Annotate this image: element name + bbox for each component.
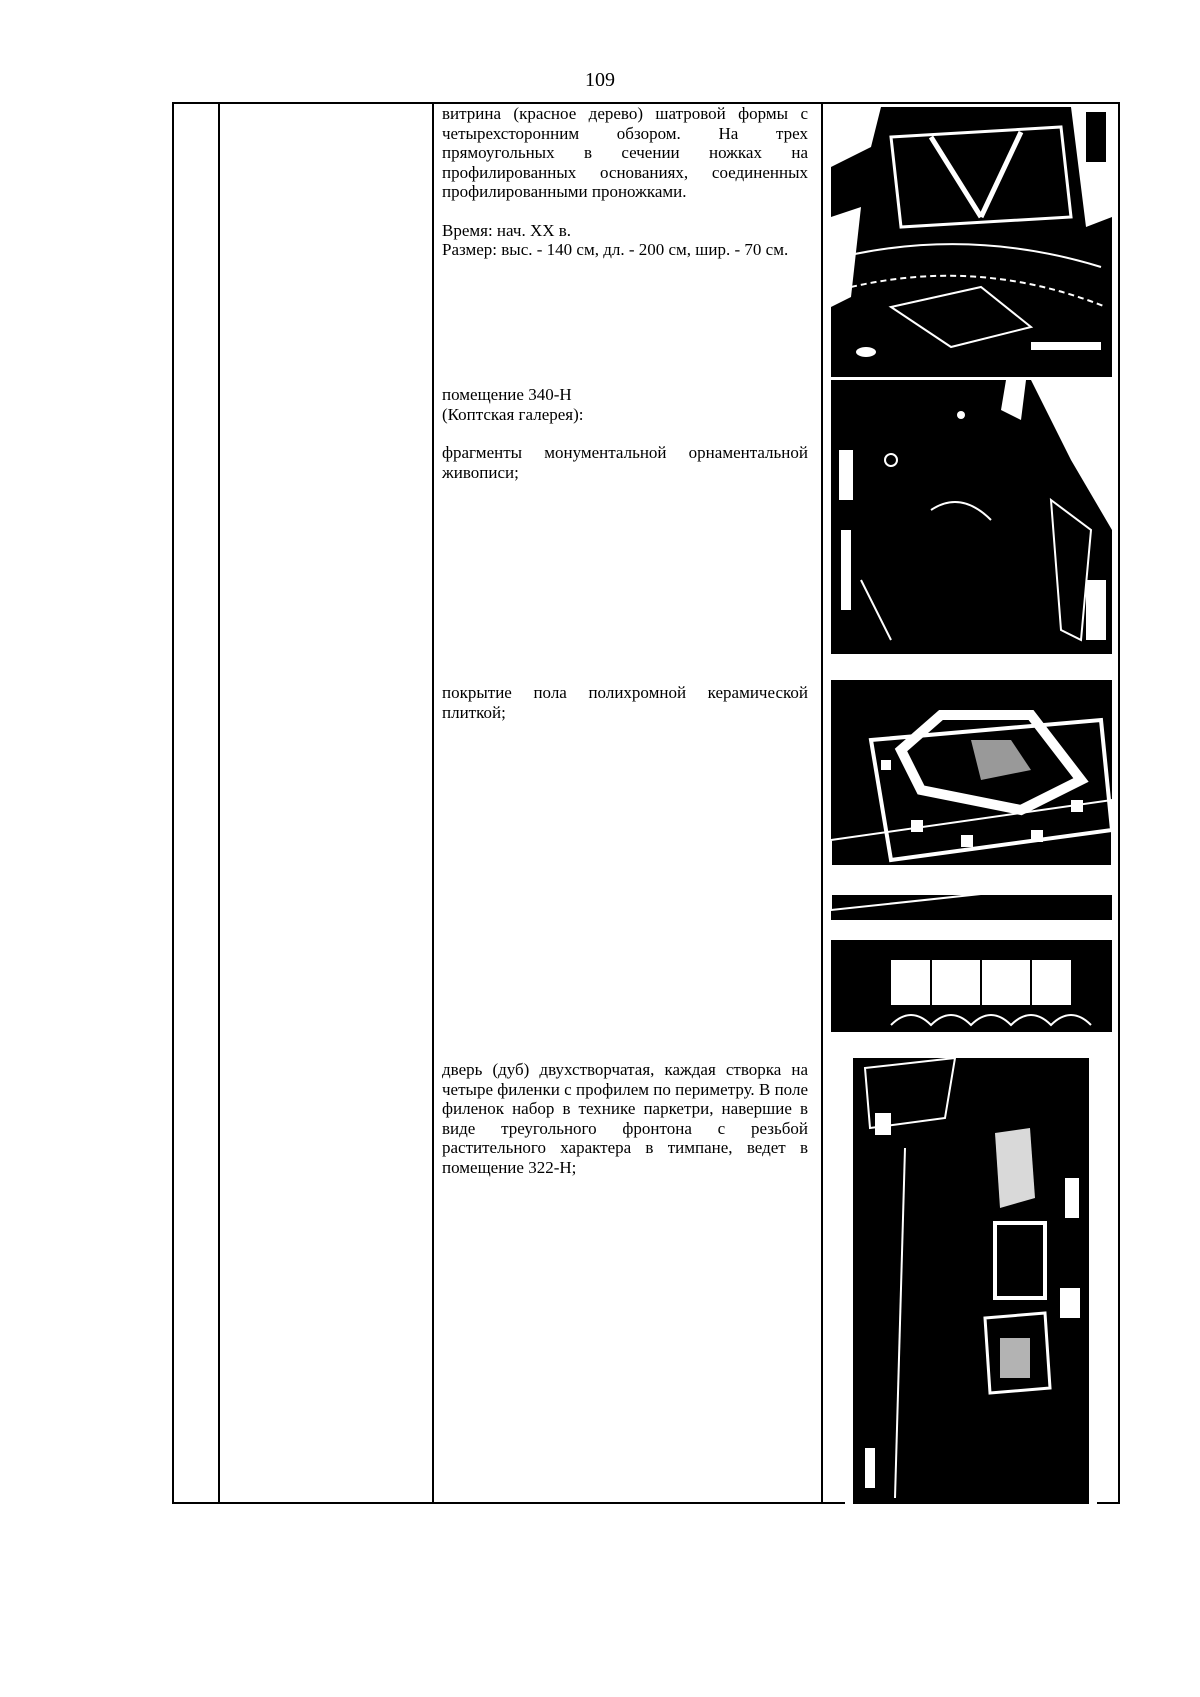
ceramic-tile-floor-photo-icon xyxy=(831,680,1112,1032)
entry-description xyxy=(442,683,808,722)
ornamental-painting-photo-icon xyxy=(831,380,1112,654)
entry-paragraph: Размер: выс. - 140 см, дл. - 200 см, шир. - 70 см. xyxy=(442,240,789,259)
entry-description xyxy=(442,1060,808,1177)
entry-description xyxy=(442,385,808,482)
display-case-photo-icon xyxy=(831,107,1112,377)
column-divider xyxy=(218,104,220,1502)
entry-paragraph: (Коптская галерея): xyxy=(442,404,584,424)
entry-paragraph: фрагменты монументальной орнаментальной живописи; xyxy=(442,443,808,482)
entry-paragraph: дверь (дуб) двухстворчатая, каждая створка на четыре филенки с профилем по периметру. В поле филенок набор в технике паркетри, навершие в виде треугольного фронтона с резьбой растительного характера в тимпане, ведет в помещение 322-Н; xyxy=(442,1060,808,1177)
page-number: 109 xyxy=(585,69,615,91)
entry-paragraph: помещение 340-Н xyxy=(442,385,572,404)
entry-paragraph: покрытие пола полихромной керамической плиткой; xyxy=(442,683,808,722)
oak-door-photo-icon xyxy=(845,1058,1097,1504)
column-divider xyxy=(821,104,823,1502)
entry-description xyxy=(442,104,808,260)
entry-paragraph: Время: нач. XX в. xyxy=(442,220,572,240)
entry-paragraph: витрина (красное дерево) шатровой формы с четырехсторонним обзором. На трех прямоугольных в сечении ножках на профилированных основаниях, соединенных профилированными проножками. xyxy=(442,104,808,201)
column-divider xyxy=(432,104,434,1502)
